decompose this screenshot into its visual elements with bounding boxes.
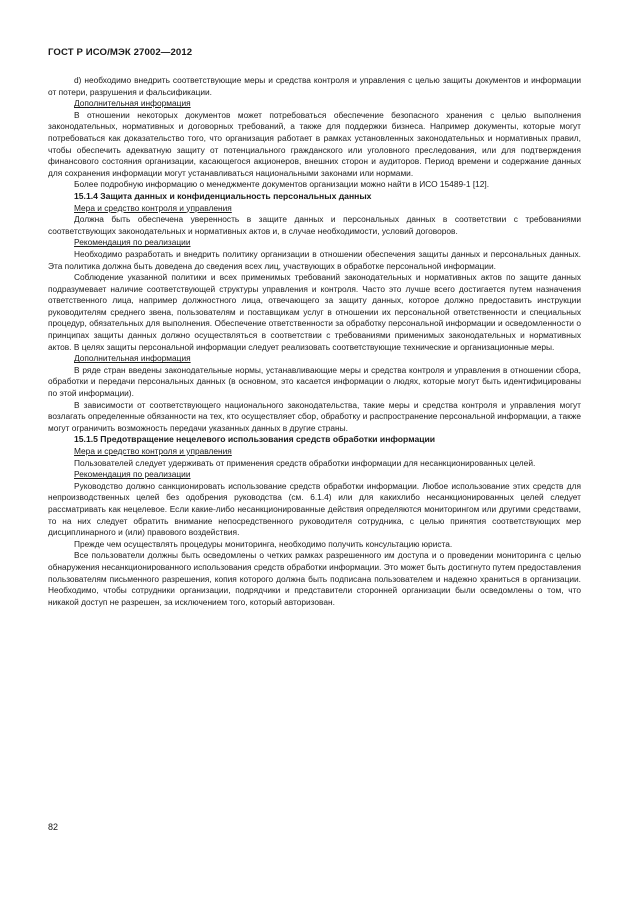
- subsection-label: Дополнительная информация: [74, 353, 191, 364]
- paragraph: Пользователей следует удерживать от применения средств обработки информации для несанкционированных целей.: [74, 457, 536, 468]
- section-heading: 15.1.4 Защита данных и конфиденциальность персональных данных: [74, 190, 372, 201]
- paragraph: Должна быть обеспечена уверенность в защите данных и персональных данных в соответствии с требованиями соответствующих законодательных и нормативных актов и, в случае необходимости, условий договоров.: [48, 214, 581, 236]
- subsection-label: Рекомендация по реализации: [74, 469, 191, 480]
- paragraph: В зависимости от соответствующего национального законодательства, такие меры и средства контроля и управления могут возлагать определенные обязанности на тех, кто осуществляет сбор, обработку и распространение персональной информации, а также могут ограничить возможность передачи указанных данных в другие страны.: [48, 399, 581, 433]
- paragraph: d) необходимо внедрить соответствующие меры и средства контроля и управления с целью защиты документов и информации от потери, разрушения и фальсификации.: [48, 75, 581, 97]
- paragraph: В отношении некоторых документов может потребоваться обеспечение безопасного хранения с целью выполнения законодательных, нормативных и договорных требований, а также для поддержки бизнеса. Например документы, которые могут потребоваться как доказательство того, что организация работает в рамках установленных законодательных и нормативных правил, чтобы обеспечить адекватную защиту от потенциального гражданского или уголовного преследования, или для подтверждения финансового состояния организации, касающегося акционеров, внешних сторон и аудиторов. Период времени и содержание данных для сохранения информации могут устанавливаться национальными законами или нормами.: [48, 109, 581, 178]
- page-number: 82: [48, 822, 59, 832]
- subsection-label: Рекомендация по реализации: [74, 237, 191, 248]
- subsection-label: Мера и средство контроля и управления: [74, 446, 232, 456]
- paragraph: В ряде стран введены законодательные нормы, устанавливающие меры и средства контроля и управления в отношении сбора, обработки и передачи персональных данных (в основном, это касается информации о людях, которые могут быть идентифицированы по этой информации).: [48, 364, 581, 399]
- paragraph: Прежде чем осуществлять процедуры мониторинга, необходимо получить консультацию юриста.: [74, 538, 453, 549]
- paragraph: Все пользователи должны быть осведомлены о четких рамках разрешенного им доступа и о проведении мониторинга с целью обнаружения несанкционированного использования средств обработки информации. Это может быть достигнуто путем предоставления пользователям письменного разрешения, копия которого должна быть подписана пользователем и надежно храниться в организации. Необходимо, чтобы сотрудники организации, подрядчики и представители сторонней организации были осведомлены о том, что никакой доступ не разрешен, за исключением того, который авторизован.: [48, 550, 581, 607]
- paragraph: Более подробную информацию о менеджменте документов организации можно найти в ИСО 15489-1 [12].: [74, 179, 490, 190]
- document-body: [48, 75, 581, 608]
- paragraph: Руководство должно санкционировать использование средств обработки информации. Любое использование этих средств для непроизводственных целей без одобрения руководства (см. 6.1.4) или для какихлибо несанкционированных целей следует рассматривать как нецелевое. Если какие-либо несанкционированные действия определяются мониторингом или другими средствами, то на них следует обратить внимание непосредственного руководителя сотрудника, с целью принятия соответствующих мер дисциплинарного и (или) правового воздействия.: [48, 480, 581, 538]
- subsection-label: Дополнительная информация: [74, 98, 191, 109]
- page-header-standard: ГОСТ Р ИСО/МЭК 27002—2012: [48, 47, 193, 58]
- paragraph: Необходимо разработать и внедрить политику организации в отношении обеспечения защиты данных и персональных данных. Эта политика должна быть доведена до сведения всех лиц, участвующих в обработке персональной информации.: [48, 248, 581, 271]
- subsection-label: Мера и средство контроля и управления: [74, 202, 232, 213]
- section-heading: 15.1.5 Предотвращение нецелевого использования средств обработки информации: [74, 434, 436, 445]
- paragraph: Соблюдение указанной политики и всех применимых требований законодательных и нормативных актов по защите данных подразумевает наличие соответствующей структуры управления и контроля. Часто это лучше всего достигается путем назначения ответственного лица, например должностного лица, отвечающего за защиту данных, которое должно предоставить инструкции руководителям среднего звена, пользователям и поставщикам услуг в отношении их персональной ответственности и специальных процедур, обязательных для выполнения. Обеспечение ответственности за обработку персональной информации и осведомленности о принципах защиты данных должно осуществляться в соответствии с требованиями применимых законодательных и нормативных актов. В целях защиты персональной информации следует реализовать соответствующие технические и организационные меры.: [48, 272, 581, 352]
